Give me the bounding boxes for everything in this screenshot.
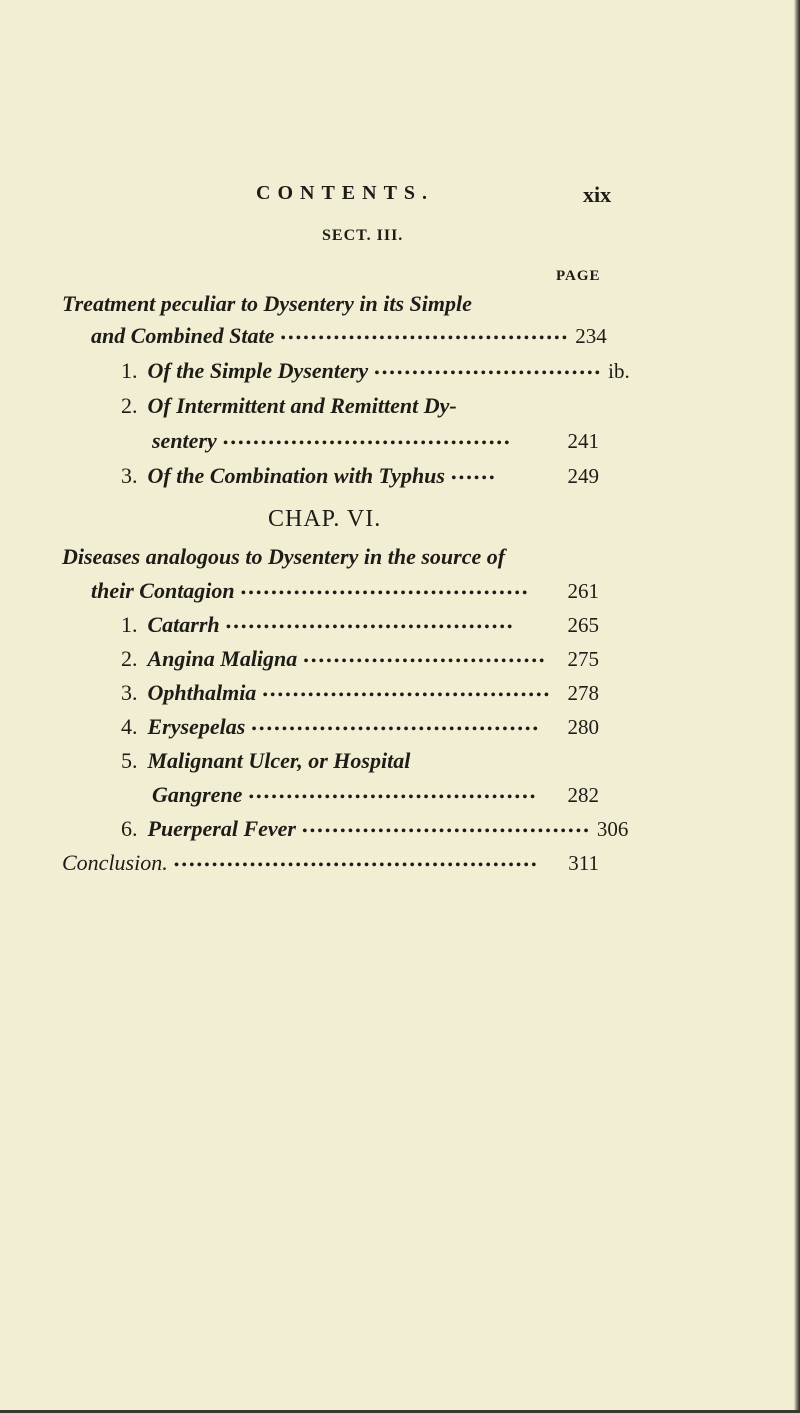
page-number: 280 [567,715,599,739]
chapter-title-line1: Diseases analogous to Dysentery in the source of [62,544,506,569]
leader-dots: •••••••••••••••••••••••••••••••••••••••••••••••• [173,857,539,874]
leader-dots: •••••••••••••••••••••••••••••••••••••• [225,619,515,636]
page-number: 275 [567,647,599,671]
toc-entry-simple-dysentery[interactable] [121,358,630,386]
page-number: 306 [596,817,629,841]
entry-title-continued: Gangrene [152,782,243,807]
page-column-label: PAGE [556,268,601,284]
entry-number: 5. [121,748,138,773]
leader-dots: •••••••••••••••••••••••••••••••••••••• [240,585,530,602]
leader-dots: •••••• [450,470,497,487]
entry-number: 2. [121,646,138,671]
entry-title: Conclusion. [62,850,168,875]
section-title-line2: and Combined State [91,323,275,348]
entry-number: 6. [121,816,138,841]
page-number: ib. [608,359,630,383]
leader-dots: •••••••••••••••••••••••••••••••• [303,653,547,670]
entry-title: Angina Maligna [147,646,298,671]
toc-entry-intermittent-line2[interactable] [152,428,599,456]
entry-title: Of the Combination with Typhus [147,463,445,488]
entry-number: 2. [121,393,138,418]
entry-title: Of Intermittent and Remittent Dy- [147,393,457,418]
chapter-heading: CHAP. VI. [268,506,382,532]
entry-title: Of the Simple Dysentery [147,358,369,383]
page-number: 265 [567,613,599,637]
section-title-line1: Treatment peculiar to Dysentery in its Simple [62,291,472,316]
leader-dots: •••••••••••••••••••••••••••••••••••••• [251,721,541,738]
section-title-entry[interactable] [91,323,607,351]
leader-dots: •••••••••••••••••••••••••••••••••••••• [222,435,512,452]
chapter-title-entry[interactable] [91,578,599,606]
toc-entry-intermittent-line1[interactable] [121,393,457,419]
toc-entry-catarrh[interactable] [121,612,599,640]
entry-title-continued: sentery [152,428,217,453]
toc-entry-puerperal-fever[interactable] [121,816,629,844]
toc-entry-malignant-ulcer-line1[interactable] [121,748,410,774]
entry-number: 3. [121,463,138,488]
page-number: 241 [567,429,599,453]
leader-dots: •••••••••••••••••••••••••••••• [374,365,603,382]
page-number: 261 [567,579,599,603]
leader-dots: •••••••••••••••••••••••••••••••••••••• [262,687,552,704]
toc-entry-erysepelas[interactable] [121,714,599,742]
leader-dots: •••••••••••••••••••••••••••••••••••••• [301,823,591,840]
entry-number: 1. [121,358,138,383]
entry-title: Puerperal Fever [147,816,296,841]
page-number: 282 [567,783,599,807]
entry-number: 3. [121,680,138,705]
toc-entry-conclusion[interactable] [62,850,599,878]
page-number: 234 [575,324,607,348]
page-number: 311 [568,851,599,875]
entry-title: Catarrh [147,612,220,637]
page-edge-shadow [794,0,800,1413]
toc-entry-angina-maligna[interactable] [121,646,599,674]
page-number: 278 [567,681,599,705]
section-heading: SECT. III. [322,227,404,244]
toc-entry-ophthalmia[interactable] [121,680,599,708]
entry-number: 4. [121,714,138,739]
toc-entry-malignant-ulcer-line2[interactable] [152,782,599,810]
running-head: CONTENTS. [256,182,435,204]
leader-dots: •••••••••••••••••••••••••••••••••••••• [248,789,538,806]
chapter-title-line2: their Contagion [91,578,235,603]
entry-number: 1. [121,612,138,637]
toc-entry-typhus-combination[interactable] [121,463,599,491]
entry-title: Ophthalmia [147,680,257,705]
entry-title: Malignant Ulcer, or Hospital [147,748,411,773]
page-number: 249 [567,464,599,488]
leader-dots: •••••••••••••••••••••••••••••••••••••• [280,330,570,347]
page-folio: xix [583,182,612,207]
entry-title: Erysepelas [147,714,246,739]
